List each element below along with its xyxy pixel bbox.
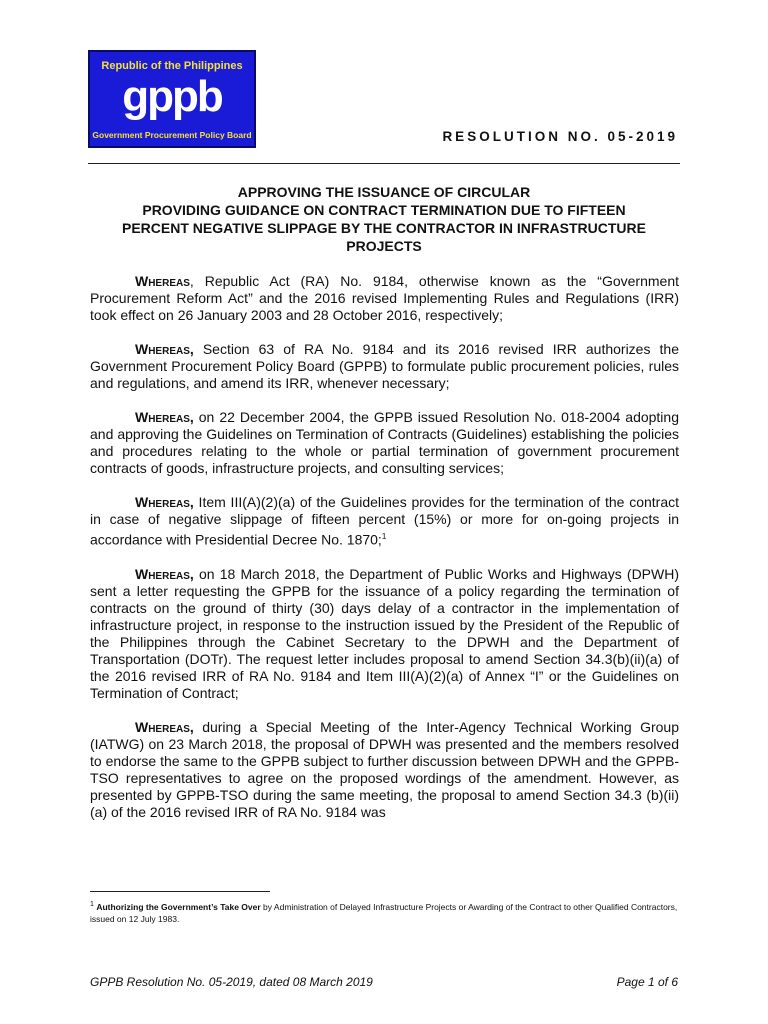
whereas-paragraph: [90, 494, 679, 549]
paragraph-text: during a Special Meeting of the Inter-Agency Technical Working Group (IATWG) on 23 March 2018, the proposal of DPWH was presented and the members resolved to endorse the same to the GPPB subject to further discussion between DPWH and the GPPB-TSO representatives to agree on the proposed wordings of the amendment. However, as presented by GPPB-TSO during the same meeting, the proposal to amend Section 34.3 (b)(ii)(a) of the 2016 revised IRR of RA No. 9184 was: [90, 718, 679, 820]
whereas-lead: Whereas,: [135, 409, 194, 425]
whereas-paragraph: [90, 409, 679, 477]
whereas-paragraph: [90, 719, 679, 821]
footnote: [90, 898, 680, 925]
gppb-logo: [88, 50, 256, 148]
whereas-lead: Whereas,: [135, 565, 194, 582]
header-divider: [88, 163, 680, 164]
paragraph-text: on 22 December 2004, the GPPB issued Resolution No. 018-2004 adopting and approving the Guidelines on Termination of Contracts (Guidelines) establishing the policies and procedures relating to the whole or partial termination of government procurement contracts of goods, infrastructure projects, and consulting services;: [90, 409, 679, 476]
paragraph-text: Section 63 of RA No. 9184 and its 2016 revised IRR authorizes the Government Procurement Policy Board (GPPB) to formulate public procurement policies, rules and regulations, and amend its IRR, whenever necessary;: [90, 341, 679, 391]
footnote-title: Authorizing the Government’s Take Over: [96, 901, 261, 912]
whereas-lead: Whereas,: [135, 494, 194, 510]
title-line-4: PROJECTS: [346, 238, 422, 254]
title-line-3: PERCENT NEGATIVE SLIPPAGE BY THE CONTRACTOR IN INFRASTRUCTURE: [122, 220, 646, 236]
footer-citation: GPPB Resolution No. 05-2019, dated 08 March 2019: [90, 975, 373, 989]
resolution-number: RESOLUTION NO. 05-2019: [442, 129, 678, 144]
title-line-1: APPROVING THE ISSUANCE OF CIRCULAR: [237, 184, 531, 200]
paragraph-text: Item III(A)(2)(a) of the Guidelines provides for the termination of the contract in case of negative slippage of fifteen percent (15%) or more for on-going projects in accordance with Presidential Decree No. 1870;: [90, 494, 679, 548]
whereas-paragraph: [90, 341, 679, 392]
logo-mark: gppb: [122, 72, 222, 121]
footnote-ref[interactable]: 1: [381, 532, 387, 541]
whereas-lead: Whereas,: [135, 341, 194, 357]
document-body: [90, 273, 679, 838]
footnote-text: by Administration of Delayed Infrastructure Projects or Awarding of the Contract to other Qualified Contractors, issued on 12 July 1983.: [90, 901, 678, 924]
whereas-paragraph: [90, 566, 679, 702]
whereas-lead: Whereas: [135, 273, 190, 289]
paragraph-text: , Republic Act (RA) No. 9184, otherwise known as the “Government Procurement Reform Act” and the 2016 revised Implementing Rules and Regulations (IRR) took effect on 26 January 2003 and 28 October 2016, respectively;: [90, 273, 679, 323]
logo-bottom-text: Government Procurement Policy Board: [92, 130, 252, 140]
paragraph-text: on 18 March 2018, the Department of Public Works and Highways (DPWH) sent a letter requesting the GPPB for the issuance of a policy regarding the termination of contracts on the ground of thirty (30) days delay of a contractor in the implementation of infrastructure project, in response to the instruction issued by the President of the Republic of the Philippines through the Cabinet Secretary to the DPWH and the Department of Transportation (DOTr). The request letter includes proposal to amend Section 34.3(b)(ii)(a) of the 2016 revised IRR of RA No. 9184 and Item III(A)(2)(a) of Annex “I” or the Guidelines on Termination of Contract;: [90, 565, 679, 701]
page-number: Page 1 of 6: [616, 975, 678, 989]
document-title: [88, 183, 680, 255]
title-line-2: PROVIDING GUIDANCE ON CONTRACT TERMINATION DUE TO FIFTEEN: [142, 202, 626, 218]
whereas-paragraph: [90, 273, 679, 324]
footnote-divider: [90, 891, 270, 892]
logo-top-text: Republic of the Philippines: [101, 60, 243, 72]
footnote-number: 1: [90, 900, 94, 908]
whereas-lead: Whereas,: [135, 718, 194, 735]
